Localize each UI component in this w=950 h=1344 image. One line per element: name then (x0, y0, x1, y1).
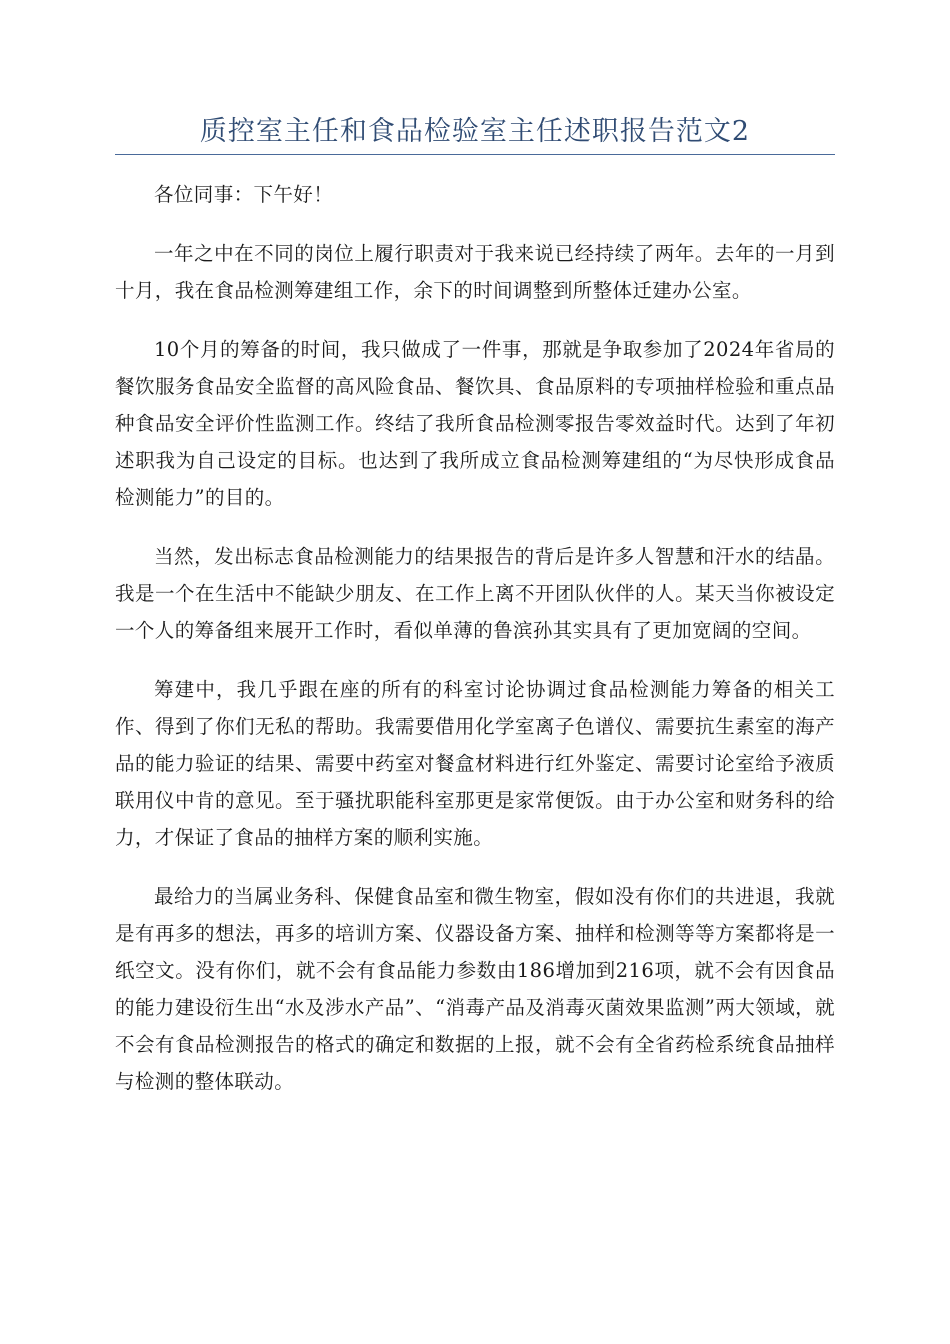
title-underline (115, 154, 835, 155)
paragraph: 最给力的当属业务科、保健食品室和微生物室，假如没有你们的共进退，我就是有再多的想法，再多的培训方案、仪器设备方案、抽样和检测等等方案都将是一纸空文。没有你们，就不会有食品能力参数由186增加到216项，就不会有因食品的能力建设衍生出“水及涉水产品”、“消毒产品及消毒灭菌效果监测”两大领域，就不会有食品检测报告的格式的确定和数据的上报，就不会有全省药检系统食品抽样与检测的整体联动。 (115, 885, 835, 1093)
paragraph: 10个月的筹备的时间，我只做成了一件事，那就是争取参加了2024年省局的餐饮服务食品安全监督的高风险食品、餐饮具、食品原料的专项抽样检验和重点品种食品安全评价性监测工作。终结了我所食品检测零报告零效益时代。达到了年初述职我为自己设定的目标。也达到了我所成立食品检测筹建组的“为尽快形成食品检测能力”的目的。 (115, 338, 835, 509)
document-title: 质控室主任和食品检验室主任述职报告范文2 (199, 116, 751, 147)
document-body (115, 176, 835, 1122)
paragraph: 筹建中，我几乎跟在座的所有的科室讨论协调过食品检测能力筹备的相关工作、得到了你们无私的帮助。我需要借用化学室离子色谱仪、需要抗生素室的海产品的能力验证的结果、需要中药室对餐盒材料进行红外鉴定、需要讨论室给予液质联用仪中肯的意见。至于骚扰职能科室那更是家常便饭。由于办公室和财务科的给力，才保证了食品的抽样方案的顺利实施。 (115, 678, 835, 849)
paragraph: 一年之中在不同的岗位上履行职责对于我来说已经持续了两年。去年的一月到十月，我在食品检测筹建组工作，余下的时间调整到所整体迁建办公室。 (115, 242, 835, 302)
paragraph: 当然，发出标志食品检测能力的结果报告的背后是许多人智慧和汗水的结晶。我是一个在生活中不能缺少朋友、在工作上离不开团队伙伴的人。某天当你被设定一个人的筹备组来展开工作时，看似单薄的鲁滨孙其实具有了更加宽阔的空间。 (115, 545, 835, 642)
paragraph-greeting: 各位同事：下午好！ (154, 183, 334, 206)
